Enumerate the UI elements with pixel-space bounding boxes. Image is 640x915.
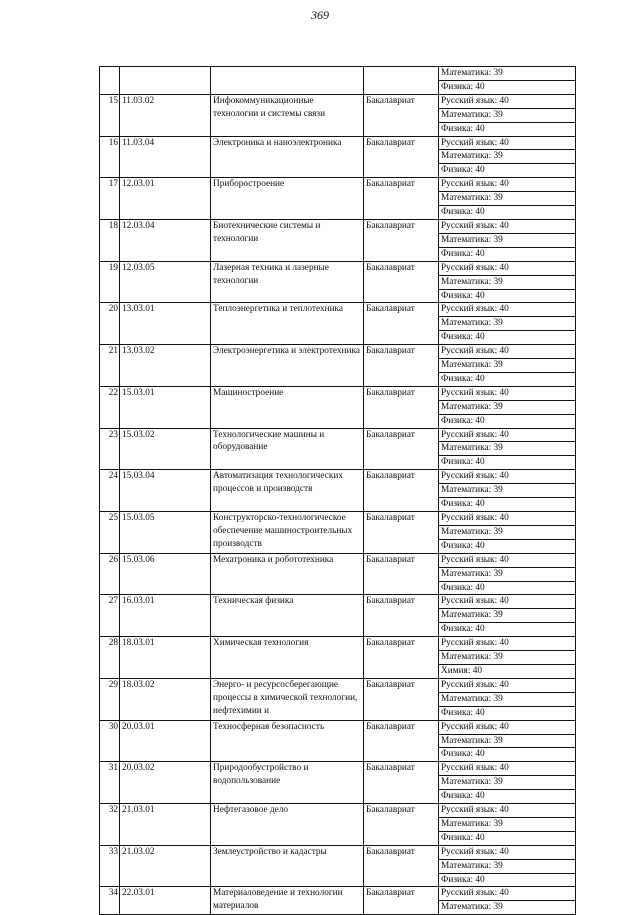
exam-cell: Русский язык: 40 bbox=[439, 804, 576, 818]
table-row bbox=[100, 678, 576, 692]
table-row bbox=[100, 219, 576, 233]
row-number-cell bbox=[100, 67, 120, 95]
table-row bbox=[100, 94, 576, 108]
exam-cell: Физика: 40 bbox=[439, 873, 576, 887]
level-cell: Бакалавриат bbox=[364, 595, 439, 637]
exam-cell: Физика: 40 bbox=[439, 289, 576, 303]
row-number-cell: 30 bbox=[100, 720, 120, 762]
code-cell: 12.03.01 bbox=[120, 178, 211, 220]
level-cell: Бакалавриат bbox=[364, 303, 439, 345]
code-cell: 15.03.06 bbox=[120, 553, 211, 595]
code-cell: 21.03.02 bbox=[120, 845, 211, 887]
table-row bbox=[100, 804, 576, 818]
program-name-cell: Технологические машины и оборудование bbox=[211, 428, 364, 470]
row-number-cell: 22 bbox=[100, 386, 120, 428]
level-cell: Бакалавриат bbox=[364, 762, 439, 804]
exam-cell: Математика: 39 bbox=[439, 901, 576, 915]
program-name-cell: Материаловедение и технологии материалов bbox=[211, 887, 364, 915]
exam-cell: Русский язык: 40 bbox=[439, 512, 576, 526]
row-number-cell: 25 bbox=[100, 512, 120, 554]
exam-cell: Химия: 40 bbox=[439, 664, 576, 678]
code-cell: 12.03.04 bbox=[120, 219, 211, 261]
exam-cell: Физика: 40 bbox=[439, 80, 576, 94]
row-number-cell: 24 bbox=[100, 470, 120, 512]
exam-cell: Математика: 39 bbox=[439, 776, 576, 790]
table-row bbox=[100, 637, 576, 651]
code-cell: 15.03.04 bbox=[120, 470, 211, 512]
exam-cell: Математика: 39 bbox=[439, 359, 576, 373]
exam-cell: Русский язык: 40 bbox=[439, 470, 576, 484]
row-number-cell: 16 bbox=[100, 136, 120, 178]
code-cell: 12.03.05 bbox=[120, 261, 211, 303]
exam-cell: Математика: 39 bbox=[439, 692, 576, 706]
exam-cell: Русский язык: 40 bbox=[439, 386, 576, 400]
level-cell: Бакалавриат bbox=[364, 553, 439, 595]
exam-cell: Физика: 40 bbox=[439, 581, 576, 595]
exam-cell: Русский язык: 40 bbox=[439, 720, 576, 734]
exam-cell: Математика: 39 bbox=[439, 525, 576, 539]
exam-cell: Математика: 39 bbox=[439, 484, 576, 498]
exam-cell: Физика: 40 bbox=[439, 122, 576, 136]
exam-cell: Русский язык: 40 bbox=[439, 845, 576, 859]
row-number-cell: 33 bbox=[100, 845, 120, 887]
row-number-cell: 23 bbox=[100, 428, 120, 470]
exam-cell: Физика: 40 bbox=[439, 164, 576, 178]
program-name-cell: Автоматизация технологических процессов и производств bbox=[211, 470, 364, 512]
code-cell: 15.03.05 bbox=[120, 512, 211, 554]
level-cell: Бакалавриат bbox=[364, 678, 439, 720]
table-body bbox=[100, 67, 576, 915]
exam-cell: Математика: 39 bbox=[439, 275, 576, 289]
exam-cell: Русский язык: 40 bbox=[439, 303, 576, 317]
page-number: 369 bbox=[311, 8, 329, 22]
program-name-cell: Техническая физика bbox=[211, 595, 364, 637]
code-cell: 13.03.01 bbox=[120, 303, 211, 345]
exam-cell: Математика: 39 bbox=[439, 859, 576, 873]
row-number-cell: 21 bbox=[100, 345, 120, 387]
row-number-cell: 29 bbox=[100, 678, 120, 720]
program-name-cell: Электроника и наноэлектроника bbox=[211, 136, 364, 178]
code-cell: 21.03.01 bbox=[120, 804, 211, 846]
admission-table bbox=[99, 66, 576, 915]
exam-cell: Русский язык: 40 bbox=[439, 553, 576, 567]
level-cell: Бакалавриат bbox=[364, 845, 439, 887]
table-row bbox=[100, 67, 576, 81]
table-row bbox=[100, 887, 576, 901]
exam-cell: Физика: 40 bbox=[439, 372, 576, 386]
program-name-cell: Природообустройство и водопользование bbox=[211, 762, 364, 804]
exam-cell: Математика: 39 bbox=[439, 734, 576, 748]
exam-cell: Физика: 40 bbox=[439, 706, 576, 720]
exam-cell: Математика: 39 bbox=[439, 400, 576, 414]
exam-cell: Русский язык: 40 bbox=[439, 678, 576, 692]
level-cell bbox=[364, 67, 439, 95]
exam-cell: Физика: 40 bbox=[439, 498, 576, 512]
program-name-cell: Теплоэнергетика и теплотехника bbox=[211, 303, 364, 345]
table-row bbox=[100, 303, 576, 317]
exam-cell: Математика: 39 bbox=[439, 609, 576, 623]
level-cell: Бакалавриат bbox=[364, 345, 439, 387]
program-name-cell: Инфокоммуникационные технологии и системы связи bbox=[211, 94, 364, 136]
level-cell: Бакалавриат bbox=[364, 386, 439, 428]
program-name-cell: Биотехнические системы и технологии bbox=[211, 219, 364, 261]
level-cell: Бакалавриат bbox=[364, 178, 439, 220]
row-number-cell: 19 bbox=[100, 261, 120, 303]
level-cell: Бакалавриат bbox=[364, 470, 439, 512]
row-number-cell: 31 bbox=[100, 762, 120, 804]
code-cell: 11.03.02 bbox=[120, 94, 211, 136]
exam-cell: Русский язык: 40 bbox=[439, 887, 576, 901]
row-number-cell: 17 bbox=[100, 178, 120, 220]
exam-cell: Физика: 40 bbox=[439, 414, 576, 428]
program-name-cell: Химическая технология bbox=[211, 637, 364, 679]
table-row bbox=[100, 386, 576, 400]
table-row bbox=[100, 512, 576, 526]
table-row bbox=[100, 553, 576, 567]
exam-cell: Математика: 39 bbox=[439, 651, 576, 665]
program-name-cell: Техносферная безопасность bbox=[211, 720, 364, 762]
level-cell: Бакалавриат bbox=[364, 804, 439, 846]
level-cell: Бакалавриат bbox=[364, 94, 439, 136]
table-row bbox=[100, 178, 576, 192]
program-name-cell: Машиностроение bbox=[211, 386, 364, 428]
level-cell: Бакалавриат bbox=[364, 219, 439, 261]
exam-cell: Русский язык: 40 bbox=[439, 428, 576, 442]
exam-cell: Физика: 40 bbox=[439, 623, 576, 637]
program-name-cell: Лазерная техника и лазерные технологии bbox=[211, 261, 364, 303]
exam-cell: Физика: 40 bbox=[439, 831, 576, 845]
code-cell: 11.03.04 bbox=[120, 136, 211, 178]
exam-cell: Математика: 39 bbox=[439, 233, 576, 247]
program-name-cell bbox=[211, 67, 364, 95]
exam-cell: Русский язык: 40 bbox=[439, 178, 576, 192]
exam-cell: Физика: 40 bbox=[439, 456, 576, 470]
code-cell bbox=[120, 67, 211, 95]
program-name-cell: Землеустройство и кадастры bbox=[211, 845, 364, 887]
exam-cell: Математика: 39 bbox=[439, 67, 576, 81]
exam-cell: Русский язык: 40 bbox=[439, 762, 576, 776]
level-cell: Бакалавриат bbox=[364, 261, 439, 303]
exam-cell: Математика: 39 bbox=[439, 317, 576, 331]
level-cell: Бакалавриат bbox=[364, 428, 439, 470]
code-cell: 16.03.01 bbox=[120, 595, 211, 637]
exam-cell: Математика: 39 bbox=[439, 817, 576, 831]
table-row bbox=[100, 261, 576, 275]
program-name-cell: Энерго- и ресурсосберегающие процессы в химической технологии, нефтехимии и bbox=[211, 678, 364, 720]
exam-cell: Русский язык: 40 bbox=[439, 219, 576, 233]
row-number-cell: 26 bbox=[100, 553, 120, 595]
exam-cell: Математика: 39 bbox=[439, 567, 576, 581]
exam-cell: Математика: 39 bbox=[439, 192, 576, 206]
row-number-cell: 32 bbox=[100, 804, 120, 846]
exam-cell: Математика: 39 bbox=[439, 108, 576, 122]
program-name-cell: Конструкторско-технологическое обеспечение машиностроительных производств bbox=[211, 512, 364, 554]
exam-cell: Физика: 40 bbox=[439, 748, 576, 762]
code-cell: 18.03.01 bbox=[120, 637, 211, 679]
exam-cell: Физика: 40 bbox=[439, 247, 576, 261]
table-row bbox=[100, 470, 576, 484]
level-cell: Бакалавриат bbox=[364, 512, 439, 554]
table-row bbox=[100, 136, 576, 150]
row-number-cell: 20 bbox=[100, 303, 120, 345]
exam-cell: Русский язык: 40 bbox=[439, 136, 576, 150]
table-row bbox=[100, 428, 576, 442]
code-cell: 13.03.02 bbox=[120, 345, 211, 387]
code-cell: 18.03.02 bbox=[120, 678, 211, 720]
row-number-cell: 27 bbox=[100, 595, 120, 637]
exam-cell: Русский язык: 40 bbox=[439, 637, 576, 651]
exam-cell: Физика: 40 bbox=[439, 331, 576, 345]
exam-cell: Математика: 39 bbox=[439, 442, 576, 456]
exam-cell: Физика: 40 bbox=[439, 206, 576, 220]
code-cell: 20.03.02 bbox=[120, 762, 211, 804]
level-cell: Бакалавриат bbox=[364, 720, 439, 762]
level-cell: Бакалавриат bbox=[364, 637, 439, 679]
program-name-cell: Нефтегазовое дело bbox=[211, 804, 364, 846]
code-cell: 20.03.01 bbox=[120, 720, 211, 762]
table-row bbox=[100, 762, 576, 776]
table-row bbox=[100, 345, 576, 359]
code-cell: 15.03.02 bbox=[120, 428, 211, 470]
program-name-cell: Мехатроника и робототехника bbox=[211, 553, 364, 595]
code-cell: 15.03.01 bbox=[120, 386, 211, 428]
row-number-cell: 28 bbox=[100, 637, 120, 679]
exam-cell: Физика: 40 bbox=[439, 790, 576, 804]
exam-cell: Русский язык: 40 bbox=[439, 345, 576, 359]
program-name-cell: Приборостроение bbox=[211, 178, 364, 220]
table-row bbox=[100, 595, 576, 609]
program-name-cell: Электроэнергетика и электротехника bbox=[211, 345, 364, 387]
exam-cell: Русский язык: 40 bbox=[439, 94, 576, 108]
exam-cell: Русский язык: 40 bbox=[439, 595, 576, 609]
exam-cell: Русский язык: 40 bbox=[439, 261, 576, 275]
level-cell: Бакалавриат bbox=[364, 887, 439, 915]
row-number-cell: 18 bbox=[100, 219, 120, 261]
row-number-cell: 34 bbox=[100, 887, 120, 915]
level-cell: Бакалавриат bbox=[364, 136, 439, 178]
table-row bbox=[100, 845, 576, 859]
table-row bbox=[100, 720, 576, 734]
row-number-cell: 15 bbox=[100, 94, 120, 136]
exam-cell: Математика: 39 bbox=[439, 150, 576, 164]
code-cell: 22.03.01 bbox=[120, 887, 211, 915]
exam-cell: Физика: 40 bbox=[439, 539, 576, 553]
